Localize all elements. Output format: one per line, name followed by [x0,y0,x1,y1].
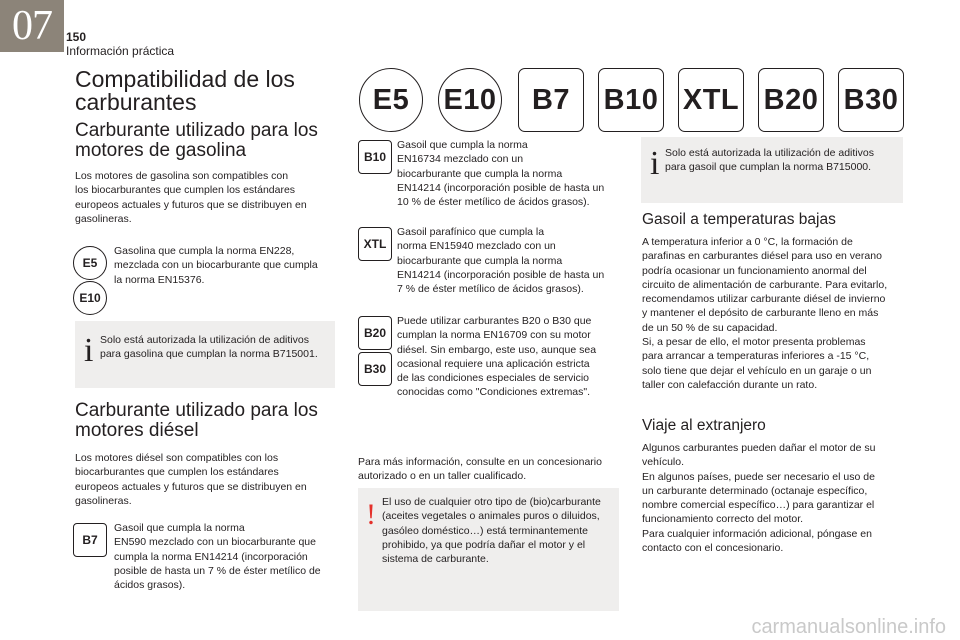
e5-small-badge: E5 [73,246,107,280]
b20-fuel-badge: B20 [758,68,824,132]
watermark: carmanualsonline.info [751,616,946,638]
warning-icon: ! [366,498,376,531]
abroad-heading: Viaje al extranjero [642,417,766,434]
xtl-small-badge: XTL [358,227,392,261]
b7-small-badge: B7 [73,523,107,557]
b10-description: Gasoil que cumpla la norma EN16734 mezclado con un biocarburante que cumpla la norma EN14214 (incorporación posible de hasta un 10 % de éster metílico de ácidos grasos). [397,139,605,209]
section-title: Información práctica [66,44,175,58]
b20-small-badge: B20 [358,316,392,350]
e10-fuel-badge: E10 [438,68,502,132]
b30-fuel-badge: B30 [838,68,904,132]
diesel-heading: Carburante utilizado para los motores diésel [75,400,318,441]
page-title: Compatibilidad de los carburantes [75,66,295,115]
xtl-fuel-badge: XTL [678,68,744,132]
cold-temperature-text: A temperatura inferior a 0 °C, la formación de parafinas en carburantes diésel para uso en verano podría ocasionar un funcionamiento anormal del circuito de alimentación de carburante. Para evitarlo, recomendamos utilizar carburante diésel de invierno y mantener el depósito de carburante lleno en más de un 50 % de su capacidad. Si, a pesar de ello, el motor presenta problemas para arrancar a temperaturas inferiores a -15 °C, solo tiene que dejar el vehículo en un garaje o un taller con calefacción durante un rato. [642,236,888,391]
cold-temperature-heading: Gasoil a temperaturas bajas [642,211,836,228]
e5-e10-description: Gasolina que cumpla la norma EN228, mezclada con un biocarburante que cumpla la norma EN15376. [114,245,318,286]
b10-small-badge: B10 [358,140,392,174]
info-icon: i [84,332,94,369]
gasoline-intro: Los motores de gasolina son compatibles con los biocarburantes que cumplen los estándares europeos actuales y futuros que se distribuyen en gasolineras. [75,170,307,225]
b10-fuel-badge: B10 [598,68,664,132]
diesel-additive-note: i Solo está autorizada la utilización de aditivos para gasoil que cumplan la norma B715000. [641,137,903,203]
e10-small-badge: E10 [73,281,107,315]
diesel-intro: Los motores diésel son compatibles con los biocarburantes que cumplen los estándares europeos actuales y futuros que se distribuyen en gasolineras. [75,452,307,507]
gasoline-additive-note: i Solo está autorizada la utilización de aditivos para gasolina que cumplan la norma B715001. [75,321,335,388]
xtl-description: Gasoil parafínico que cumpla la norma EN15940 mezclado con un biocarburante que cumpla la norma EN14214 (incorporación posible de hasta un 7 % de éster metílico de ácidos grasos). [397,226,605,296]
fuel-warning-box: ! El uso de cualquier otro tipo de (bio)carburante (aceites vegetales o animales puros o diluidos, gasóleo doméstico…) está terminantemente prohibido, ya que podría dañar el motor y el sistema de carburante. [358,488,619,611]
info-icon: i [650,145,660,182]
abroad-text: Algunos carburantes pueden dañar el motor de su vehículo. En algunos países, puede ser necesario el uso de un carburante determinado (octanaje específico, nombre comercial específico…) para garantizar el funcionamiento correcto del motor. Para cualquier información adicional, póngase en contacto con el concesionario. [642,442,876,555]
b7-fuel-badge: B7 [518,68,584,132]
b7-description: Gasoil que cumpla la norma EN590 mezclado con un biocarburante que cumpla la norma EN14214 (incorporación posible de hasta un 7 % de éster metílico de ácidos grasos). [114,522,321,592]
b20-b30-description: Puede utilizar carburantes B20 o B30 que cumplan la norma EN16709 con su motor diésel. Sin embargo, este uso, aunque sea ocasional requiere una aplicación estricta de las condiciones especiales de servicio conocidas como "Condiciones extremas". [397,315,597,399]
chapter-number: 07 [0,0,64,52]
gasoline-heading: Carburante utilizado para los motores de gasolina [75,120,318,161]
e5-fuel-badge: E5 [359,68,423,132]
page-number: 150 [66,30,87,44]
b30-small-badge: B30 [358,352,392,386]
more-info-text: Para más información, consulte en un concesionario autorizado o en un taller cualificado. [358,456,602,483]
